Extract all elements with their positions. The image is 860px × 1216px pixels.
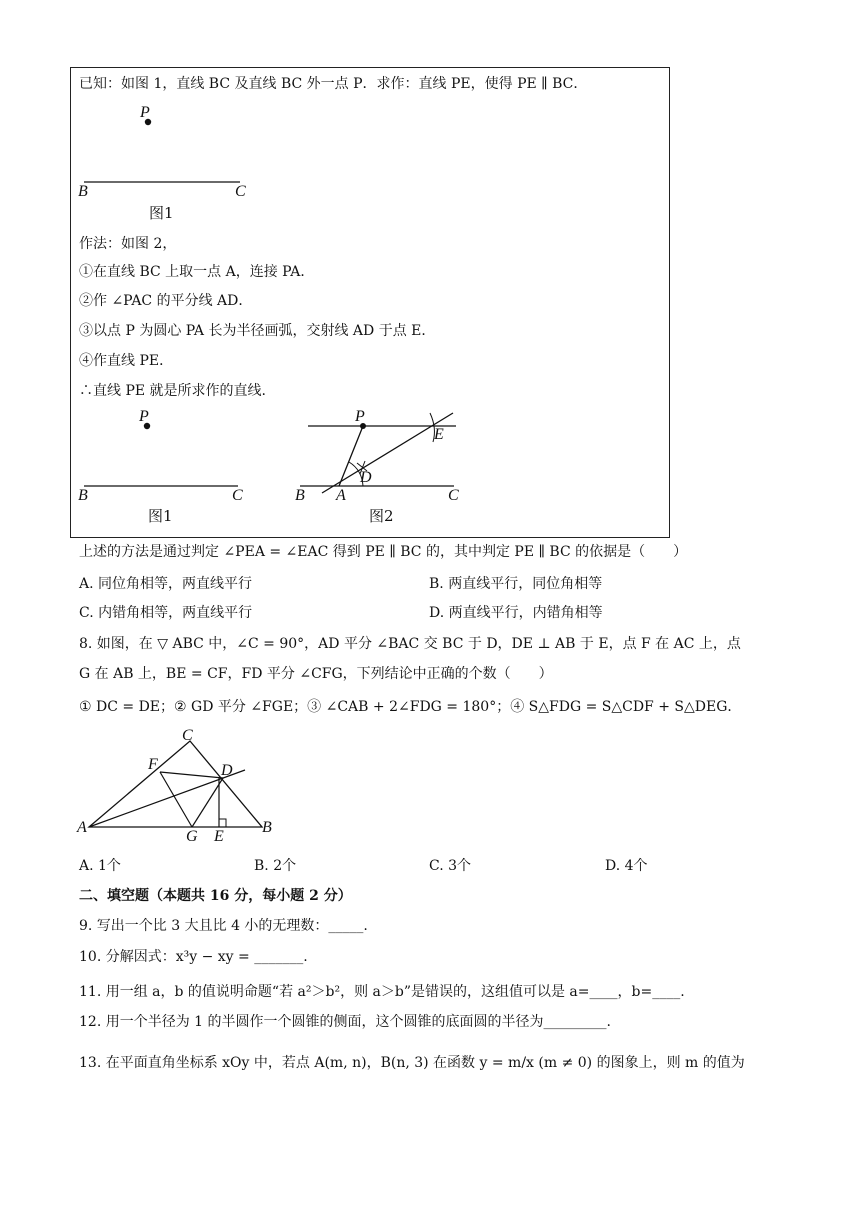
conclusion-text: ∴直线 PE 就是所求作的直线. (79, 383, 266, 399)
q9-text: 9. 写出一个比 3 大且比 4 小的无理数：_____. (79, 918, 368, 934)
q8-option-b: B. 2个 (254, 858, 297, 874)
label-a-q8: A (77, 819, 87, 836)
q7-option-d: D. 两直线平行，内错角相等 (429, 605, 603, 621)
segment-gd (192, 778, 223, 827)
q8-line-3: ① DC = DE；② GD 平分 ∠FGE；③ ∠CAB + 2∠FDG = 180°；④ S△FDG = S△CDF + S△DEG． (79, 699, 742, 715)
q12-text: 12. 用一个半径为 1 的半圆作一个圆锥的侧面，这个圆锥的底面圆的半径为_________. (79, 1014, 611, 1030)
label-b-copy: B (78, 487, 88, 504)
q7-option-a: A. 同位角相等，两直线平行 (79, 576, 253, 592)
q7-stem: 上述的方法是通过判定 ∠PEA = ∠EAC 得到 PE ∥ BC 的，其中判定 PE ∥ BC 的依据是（ ） (79, 544, 688, 560)
label-b-fig1: B (78, 183, 88, 200)
q10-text: 10. 分解因式：x³y − xy = _______. (79, 949, 308, 965)
step-2: ②作 ∠PAC 的平分线 AD． (79, 293, 253, 309)
label-c-fig2: C (448, 487, 459, 504)
label-c-q8: C (182, 727, 193, 744)
label-p-fig1: P (140, 104, 150, 121)
q8-line-1: 8. 如图，在 ▽ ABC 中，∠C = 90°，AD 平分 ∠BAC 交 BC 于 D，DE ⊥ AB 于 E，点 F 在 AC 上，点 (79, 636, 741, 652)
q7-option-c: C. 内错角相等，两直线平行 (79, 605, 253, 621)
figure-1-copy-caption: 图1 (148, 507, 173, 525)
method-title: 作法：如图 2， (79, 236, 177, 252)
q11-text: 11. 用一组 a，b 的值说明命题“若 a²＞b²，则 a＞b”是错误的，这组值可以是 a=____，b=____. (79, 984, 685, 1000)
q7-option-b: B. 两直线平行，同位角相等 (429, 576, 603, 592)
label-e-fig2: E (434, 426, 444, 443)
label-b-fig2: B (295, 487, 305, 504)
label-d-q8: D (221, 762, 233, 779)
given-text: 已知：如图 1，直线 BC 及直线 BC 外一点 P．求作：直线 PE，使得 PE ∥ BC． (79, 76, 588, 92)
q8-option-c: C. 3个 (429, 858, 472, 874)
triangle-abc (89, 741, 262, 827)
figure-1-caption: 图1 (149, 204, 174, 222)
label-e-q8: E (214, 828, 224, 845)
step-3: ③以点 P 为圆心 PA 长为半径画弧，交射线 AD 于点 E． (79, 323, 436, 339)
label-d-fig2: D (360, 469, 372, 486)
q8-line-2: G 在 AB 上，BE = CF，FD 平分 ∠CFG，下列结论中正确的个数（ ） (79, 666, 553, 682)
label-p-fig2: P (355, 408, 365, 425)
label-f-q8: F (148, 756, 158, 773)
right-angle-mark (219, 819, 226, 827)
q13-text: 13. 在平面直角坐标系 xOy 中，若点 A(m, n)，B(n, 3) 在函数 y = m/x (m ≠ 0) 的图象上，则 m 的值为 (79, 1055, 745, 1071)
q8-option-d: D. 4个 (605, 858, 648, 874)
label-p-copy: P (139, 408, 149, 425)
label-b-q8: B (262, 819, 272, 836)
q8-option-a: A. 1个 (79, 858, 121, 874)
step-1: ①在直线 BC 上取一点 A，连接 PA． (79, 264, 315, 280)
step-4: ④作直线 PE． (79, 353, 174, 369)
label-a-fig2: A (336, 487, 346, 504)
label-c-copy: C (232, 487, 243, 504)
figure-2-caption: 图2 (369, 507, 394, 525)
section-2-heading: 二、填空题（本题共 16 分，每小题 2 分） (79, 888, 352, 904)
label-g-q8: G (186, 828, 198, 845)
segment-fd (160, 772, 223, 778)
label-c-fig1: C (235, 183, 246, 200)
